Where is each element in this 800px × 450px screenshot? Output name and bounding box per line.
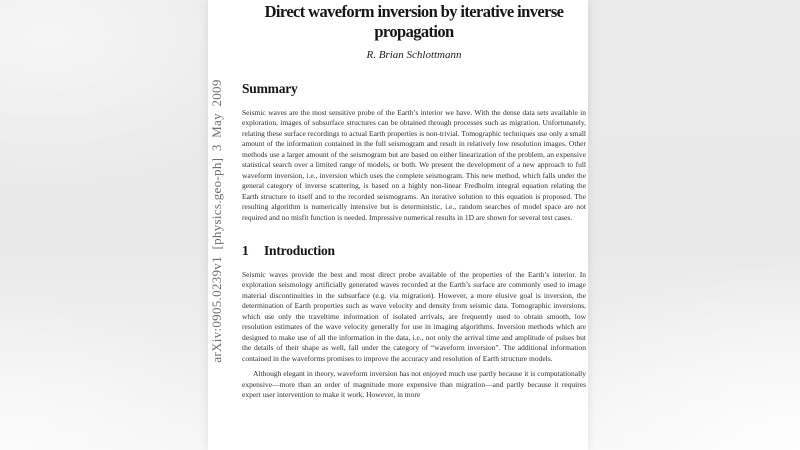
paper-page [208,0,588,450]
intro-paragraph-2: Although elegant in theory, waveform inversion has not enjoyed much use partly because it is computationally expensive—more than an order of magnitude more expensive than migration—and partly because it requires expert user intervention to make it work. However, in more [242,369,586,399]
intro-paragraph-1: Seismic waves provide the best and most direct probe available of the properties of the Earth’s interior. In exploration seismology artificially generated waves recorded at the Earth’s surface are commonly used to image material discontinuities in the subsurface (e.g. via migration). However, a more elusive goal is inversion, the determination of Earth properties such as wave velocity and density from seismic data. Tomographic inversions, which use only the traveltime information of isolated arrivals, are frequently used to obtain smooth, low resolution estimates of the wave velocity generally for use in imaging algorithms. Inversion methods which are designed to make use of all the information in the data, i.e., not only the arrival time and amplitude of pulses but the details of their shape as well, fall under the category of “waveform inversion”. The additional information contained in the waveforms promises to improve the accuracy and resolution of Earth structure models. [242,269,586,363]
section-heading-introduction [242,243,586,259]
section-title: Introduction [264,243,335,258]
paper-content [242,2,586,401]
summary-paragraph: Seismic waves are the most sensitive probe of the Earth’s interior we have. With the dense data sets available in exploration, images of subsurface structures can be obtained through processes such as migration. Unfortunately, relating these surface recordings to actual Earth properties is non-trivial. Tomographic techniques use only a small amount of the information contained in the full seismogram and result in relatively low resolution images. Other methods use a larger amount of the seismogram but are based on either linearization of the problem, an expensive statistical search over a limited range of models, or both. We present the development of a new approach to full waveform inversion, i.e., inversion which uses the complete seismogram. This new method, which falls under the general category of inverse scattering, is based on a highly non-linear Fredholm integral equation relating the Earth structure to itself and to the recorded seismograms. An iterative solution to this equation is proposed. The resulting algorithm is numerically intensive but is deterministic, i.e., random searches of model space are not required and no misfit function is needed. Impressive numerical results in 1D are shown for several test cases. [242,107,586,222]
paper-title: Direct waveform inversion by iterative inverse propagation [264,2,564,41]
arxiv-stamp: arXiv:0905.0239v1 [physics.geo-ph] 3 May 2009 [209,79,224,363]
paper-author: R. Brian Schlottmann [366,49,462,61]
section-heading-summary: Summary [242,81,298,96]
section-number: 1 [242,243,249,258]
